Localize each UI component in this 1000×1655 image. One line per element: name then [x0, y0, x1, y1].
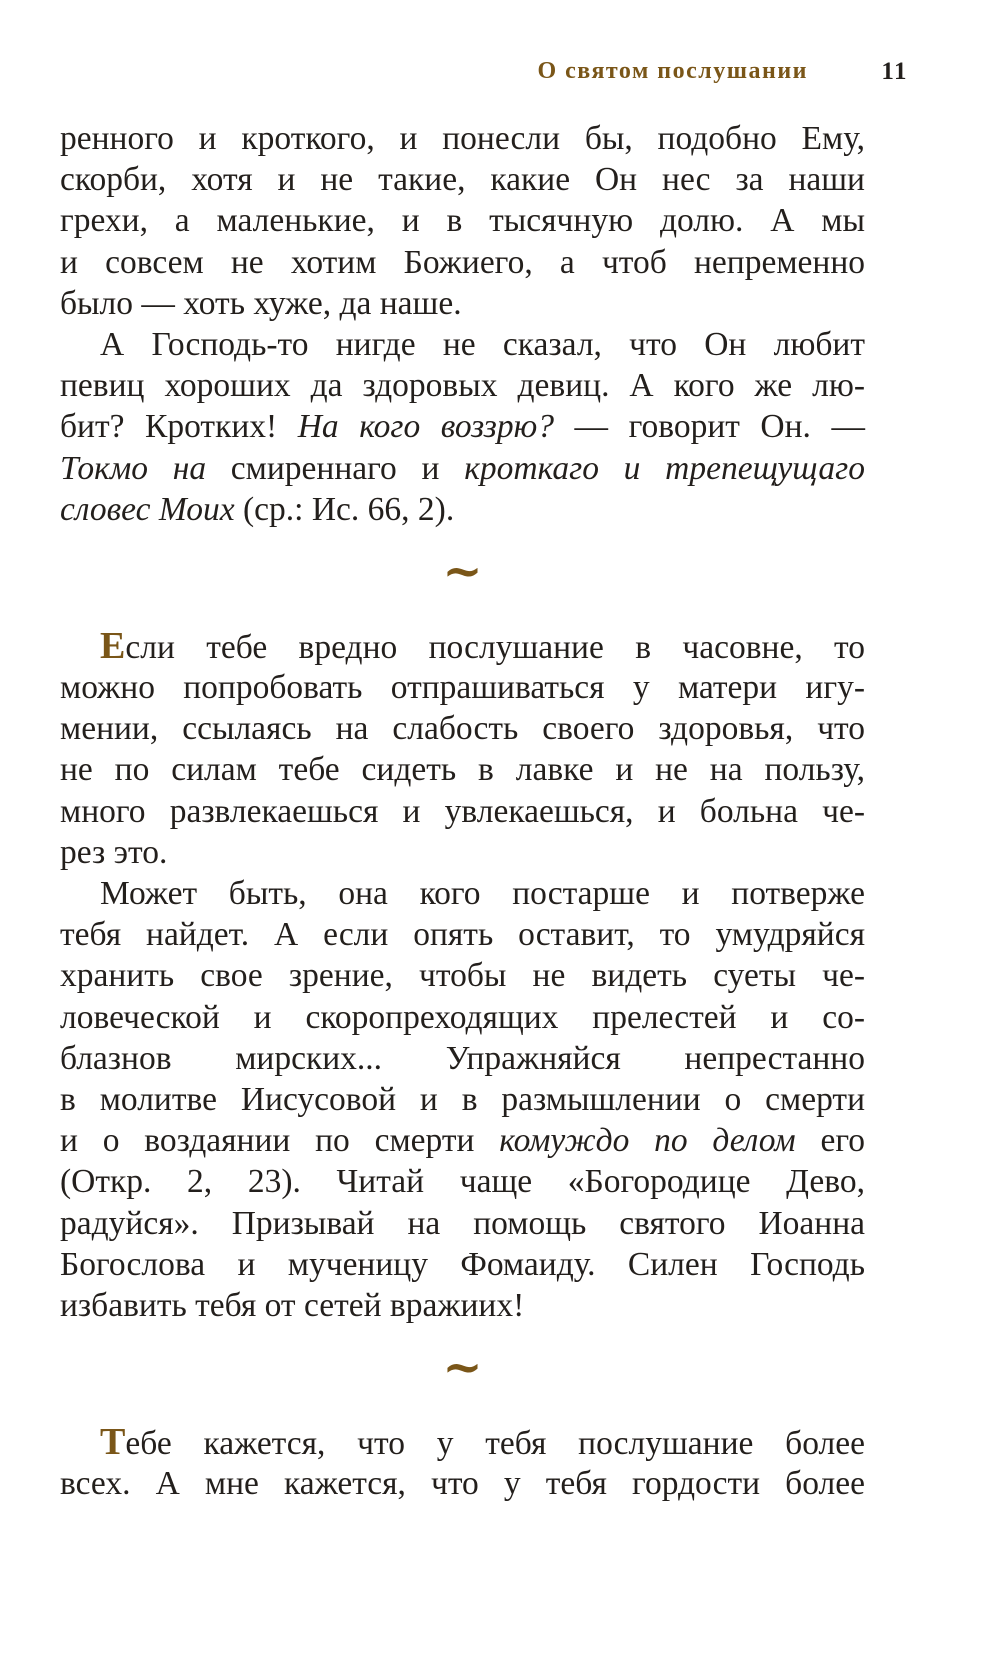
text-line: много развлекаешься и увлекаешься, и больна че-	[60, 792, 865, 830]
text-line: хранить свое зрение, чтобы не видеть суеты че-	[60, 957, 865, 995]
text-line	[60, 489, 865, 530]
initial-letter: Т	[100, 1421, 126, 1464]
text-line: в молитве Иисусовой и в размышлении о смерти	[60, 1080, 865, 1118]
text-run: смиреннаго и	[206, 449, 465, 487]
text-run: (ср.: Ис. 66, 2).	[234, 490, 455, 528]
text-line: мении, ссылаясь на слабость своего здоровья, что	[60, 710, 865, 748]
text-line: певиц хороших да здоровых девиц. А кого же лю-	[60, 367, 865, 405]
section-ornament: ~	[442, 1339, 483, 1396]
text-line: скорби, хотя и не такие, какие Он нес за наши	[60, 161, 865, 199]
text-line: А Господь-то нигде не сказал, что Он любит	[100, 325, 865, 363]
text-run: его	[795, 1122, 865, 1160]
text-line: было — хоть хуже, да наше.	[60, 284, 462, 322]
quote-run: комуждо по делом	[499, 1122, 796, 1160]
text-line: грехи, а маленькие, и в тысячную долю. А мы	[60, 202, 865, 240]
text-run: ебе кажется, что у тебя послушание более	[125, 1425, 865, 1463]
initial-letter: Е	[100, 624, 126, 667]
text-run: и о воздаянии по смерти	[60, 1122, 500, 1160]
text-line: всех. А мне кажется, что у тебя гордости более	[60, 1465, 865, 1503]
text-line: ренного и кроткого, и понесли бы, подобно Ему,	[60, 120, 865, 157]
text-line: избавить тебя от сетей вражиих!	[60, 1286, 525, 1324]
text-line	[60, 1422, 865, 1463]
quote-run: словес Моих	[60, 490, 235, 528]
quote-run: кроткаго и трепещущаго	[464, 449, 865, 487]
text-line: и совсем не хотим Божиего, а чтоб непременно	[60, 243, 865, 281]
text-run: сли тебе вредно послушание в часовне, то	[125, 628, 865, 666]
text-line: тебя найдет. А если опять оставит, то умудряйся	[60, 916, 865, 954]
running-head	[0, 58, 1000, 98]
text-line	[60, 406, 865, 447]
text-line	[60, 626, 865, 667]
text-line	[60, 1120, 865, 1161]
text-line: блазнов мирских... Упражняйся непрестанно	[60, 1039, 865, 1077]
text-line: ловеческой и скоропреходящих прелестей и со-	[60, 998, 865, 1036]
text-line: рез это.	[60, 833, 168, 871]
running-title: О святом послушании	[537, 58, 808, 84]
text-line: радуйся». Призывай на помощь святого Иоанна	[60, 1204, 865, 1242]
quote-run: На кого воззрю?	[297, 408, 554, 446]
section-ornament: ~	[442, 542, 483, 599]
text-line	[60, 448, 865, 489]
text-run: бит? Кротких!	[60, 408, 298, 446]
page-number: 11	[881, 58, 908, 85]
text-line: можно попробовать отпрашиваться у матери игу-	[60, 669, 865, 707]
text-line: не по силам тебе сидеть в лавке и не на пользу,	[60, 751, 865, 789]
quote-run: Токмо на	[60, 449, 207, 487]
text-line: Может быть, она кого постарше и потверже	[100, 875, 865, 912]
body-text	[60, 118, 865, 1504]
text-line: (Откр. 2, 23). Читай чаще «Богородице Дево,	[60, 1163, 865, 1201]
text-run: — говорит Он. —	[553, 408, 865, 446]
text-line: Богослова и мученицу Фомаиду. Силен Господь	[60, 1245, 865, 1283]
